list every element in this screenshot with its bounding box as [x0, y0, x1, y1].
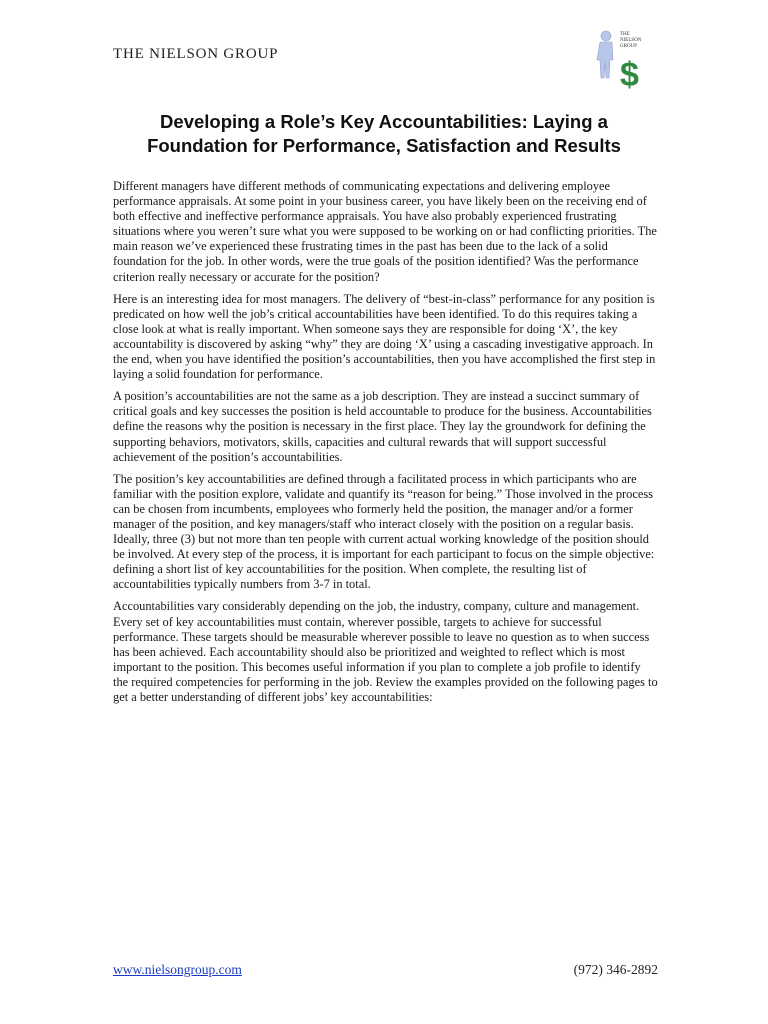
brand-name: THE NIELSON GROUP	[113, 46, 279, 62]
logo-text-line: GROUP	[620, 44, 637, 49]
svg-text:$: $	[620, 56, 639, 92]
phone-number: (972) 346-2892	[573, 962, 658, 977]
document-title	[100, 110, 668, 158]
paragraph: Different managers have different methods of communicating expectations and delivering employee performance appraisals. At some point in your business career, you have likely been on the receiving end of both effective and ineffective performance appraisals. You have also probably experienced frustrating situations where you weren’t sure what you were supposed to be working on or had conflicting priorities. The main reason we’ve experienced these frustrating times in the past has been due to the lack of a solid foundation for the job. In other words, were the true goals of the position identified? Was the performance criterion really necessary or accurate for the position?	[113, 179, 657, 284]
logo-text-line: NIELSON	[620, 38, 642, 43]
logo-text-line: THE	[620, 32, 630, 37]
website-link[interactable]: www.nielsongroup.com	[113, 962, 242, 977]
document-body	[113, 179, 658, 712]
page-footer	[113, 962, 658, 978]
paragraph: Here is an interesting idea for most managers. The delivery of “best-in-class” performance for any position is predicated on how well the job’s critical accountabilities have been identified. To do this requires taking a close look at what is really important. When someone says they are responsible for doing ‘X’, the key accountability is discovered by asking “why” they are doing ‘X’ using a cascading investigative approach. In the end, when you have identified the position’s accountabilities, then you have accomplished the first step in laying a solid foundation for performance.	[113, 291, 656, 382]
company-logo	[592, 28, 662, 92]
title-line-2: Foundation for Performance, Satisfaction and Results	[147, 135, 621, 156]
paragraph: The position’s key accountabilities are defined through a facilitated process in which participants who are familiar with the position explore, validate and quantify its “reason for being.” Those involved in the process can be chosen from incumbents, employees who formerly held the position, the manager and/or a former manager of the position, and key managers/staff who interact closely with the position on a regular basis. Ideally, three (3) but not more than ten people with current actual working knowledge of the position should be involved. At every step of the process, it is important for each participant to focus on the simple objective: defining a short list of key accountabilities for the position. When complete, the resulting list of accountabilities typically numbers from 3-7 in total.	[113, 471, 655, 592]
paragraph: Accountabilities vary considerably depending on the job, the industry, company, culture and management. Every set of key accountabilities must contain, wherever possible, targets to achieve for successful performance. These targets should be measurable wherever possible to leave no question as to when success has been achieved. Each accountability should also be prioritized and weighted to reflect which is most important to the position. This becomes useful information if you plan to complete a job profile to identify the required competencies for performing in the job. Review the examples provided on the following pages to get a better understanding of different jobs’ key accountabilities:	[113, 599, 658, 704]
title-line-1: Developing a Role’s Key Accountabilities: Laying a	[160, 111, 608, 132]
paragraph: A position’s accountabilities are not the same as a job description. They are instead a succinct summary of critical goals and key successes the position is held accountable to produce for the business. Accountabilities define the reasons why the position is necessary in the first place. They lay the groundwork for defining the supporting behaviors, motivators, skills, capacities and cultural rewards that will support successful achievement of the position’s accountabilities.	[113, 389, 652, 464]
logo-text	[620, 32, 650, 50]
